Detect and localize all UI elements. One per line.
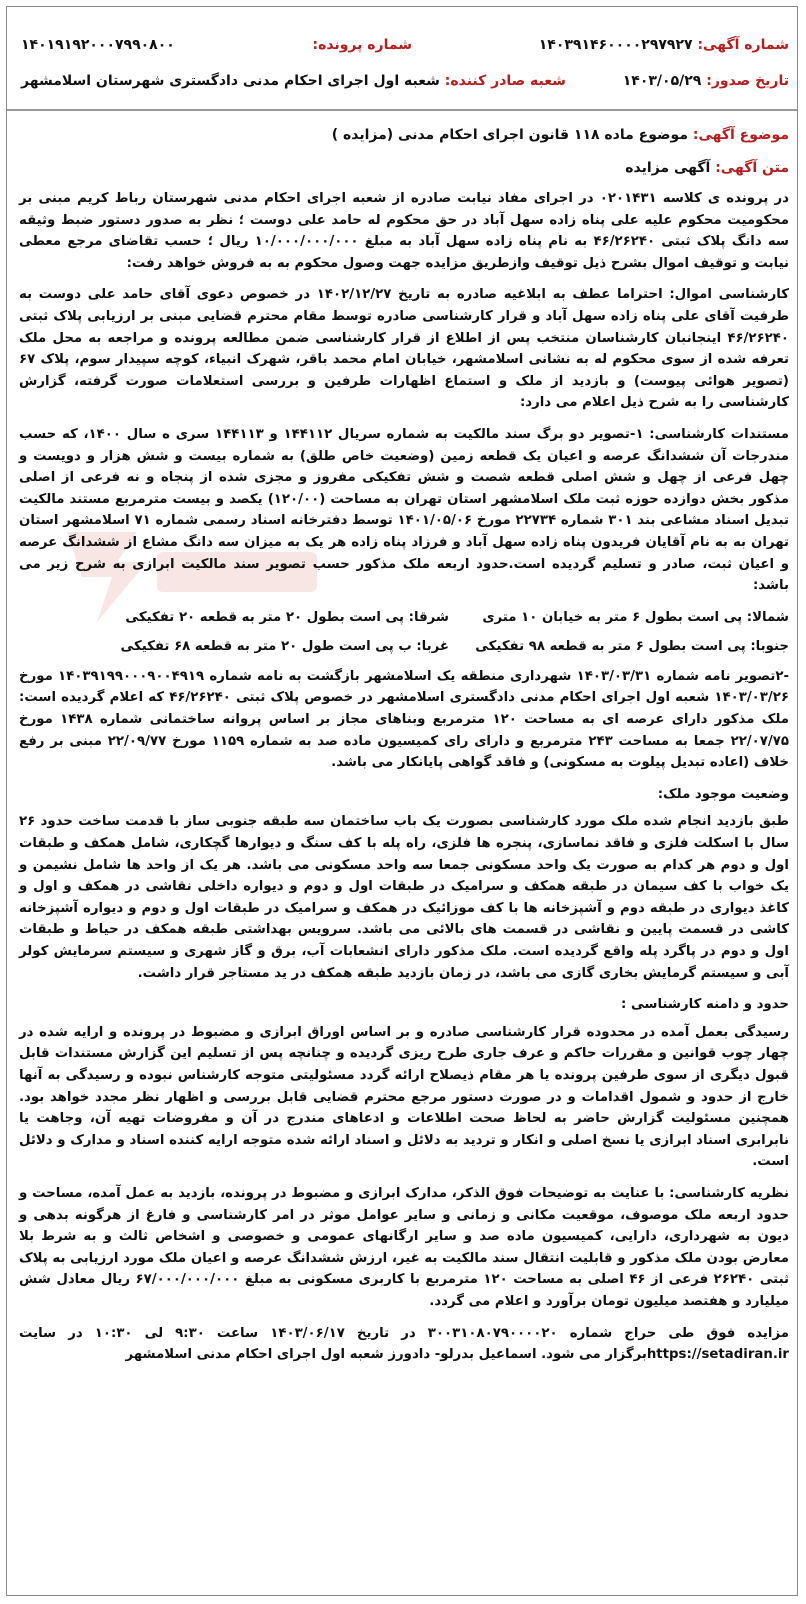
subject-row xyxy=(332,127,789,143)
issuer: شعبه اول اجرای احکام مدنی دادگستری شهرستان اسلامشهر xyxy=(21,73,440,89)
body-title-value: آگهی مزایده xyxy=(625,160,711,176)
case-number-row xyxy=(313,37,412,53)
issuer-row xyxy=(21,73,566,89)
body-title-label: متن آگهی: xyxy=(715,160,789,176)
paragraph-auction-info xyxy=(19,1323,789,1366)
notice-frame xyxy=(6,6,798,1596)
notice-number-label: شماره آگهی: xyxy=(697,37,789,53)
boundary-south: جنوبا: پی است بطول ۶ متر به قطعه ۹۸ تفکیکی xyxy=(475,639,789,655)
case-number: ۱۴۰۱۹۱۹۲۰۰۰۷۹۹۰۸۰۰ xyxy=(21,37,175,53)
notice-body xyxy=(19,188,789,1376)
body-title-row xyxy=(625,160,789,176)
case-number-value-row xyxy=(21,37,175,53)
notice-number: ۱۴۰۳۹۱۴۶۰۰۰۰۲۹۷۹۲۷ xyxy=(538,37,693,53)
subject-value: موضوع ماده ۱۱۸ قانون اجرای احکام مدنی (مزایده ) xyxy=(331,127,688,143)
issuer-label: شعبه صادر کننده: xyxy=(444,73,566,89)
heading-property-status: وضعیت موجود ملک: xyxy=(657,786,789,802)
paragraph-municipality-letter: -۲تصویر نامه شماره ۱۴۰۳/۰۳/۳۱ شهرداری منطقه یک اسلامشهر بازگشت به نامه شماره ۱۴۰۳۹۱۹۹۰۰۰۹۰۰۴۹۱۹ مورخ ۱۴۰۳/۰۳/۲۶ شعبه اول اجرای احکام مدنی دادگستری اسلامشهر در خصوص پلاک ثبتی ۴۶/۲۶۲۴۰ که اعلام گردیده است: ملک مذکور دارای عرصه ای به مساحت ۱۲۰ مترمربع وبناهای مجاز بر اساس پروانه ساختمانی شماره ۱۴۳۸ مورخ ۲۲/۰۷/۷۵ جمعا به مساحت ۲۴۳ مترمربع و دارای رای کمیسیون ماده صد به شماره ۱۱۵۹ مورخ ۲۲/۰۹/۷۷ مبنی بر رفع خلاف (اعاده تبدیل پیلوت به مسکونی) و فاقد گواهی پایانکار می باشد. xyxy=(19,668,790,771)
issue-date: ۱۴۰۳/۰۵/۲۹ xyxy=(622,73,702,89)
paragraph-expert-assets: کارشناسی اموال: احتراما عطف به ابلاغیه صادره به تاریخ ۱۴۰۲/۱۲/۲۷ در خصوص دعوی آقای حامد علی دوست به طرفیت آقای علی پناه زاده سهل آباد و قرار کارشناسی صادره توسط مقام محترم قضایی مبنی بر ارزیابی پلاک ثبتی ۴۶/۲۶۲۴۰ اینجانبان کارشناسان منتخب پس از اطلاع از قرار کارشناسی ضمن مطالعه پرونده و مراجعه به محل ملک تعرفه شده از سوی محکوم له به نشانی اسلامشهر، خیابان امام محمد باقر، شهرک انبیاء، کوچه سپیدار سوم، پلاک ۶۷ (تصویر هوائی پیوست) و بازدید از ملک و استماع اظهارات طرفین و بررسی استعلامات صورت گرفته، گزارش کارشناسی را به شرح ذیل اعلام می دارد: xyxy=(19,287,790,411)
paragraph-expert-scope: رسیدگی بعمل آمده در محدوده قرار کارشناسی صادره و بر اساس اوراق ابرازی و مضبوط در پرونده و ارایه شده در چهار چوب قوانین و مقررات حاکم و عرف جاری طرح ریزی گردیده و چنانچه پس از تسلیم این گزارش مستندات قابل قبول دیگری از سوی طرفین پرونده یا هر مقام ذیصلاح ارائه گردد مسئولیتی متوجه کارشناس نبوده و رسیدگی به آنها خارج از حدود و شمول اقدامات و در صورت دستور مرجع محترم قضایی قابل بررسی و اظهار نظر مجدد خواهد بود. همچنین مسئولیت گزارش حاضر به لحاظ صحت اطلاعات و ادعاهای مندرج در آن و مفروضات تهیه آن، وجاهت یا نابرابری اسناد ابرازی یا نسخ اصلی و انکار و تردید به دلائل و اسناد ارائه شده متوجه ارایه کننده اسناد و مدارک و دلائل است. xyxy=(19,1024,789,1170)
auction-site-link[interactable]: https://setadiran.ir xyxy=(646,1347,789,1363)
boundaries-row-1 xyxy=(19,607,789,629)
auction-info-end: برگزار می شود. اسماعیل بدرلو- دادورز شعبه اول اجرای احکام مدنی اسلامشهر xyxy=(125,1347,647,1363)
case-number-label: شماره پرونده: xyxy=(312,37,412,53)
paragraph-expert-opinion: نظریه کارشناسی: با عنایت به توضیحات فوق الذکر، مدارک ابرازی و مضبوط در پرونده، بازدید به عمل آمده، مساحت و حدود اربعه ملک موصوف، موقعیت مکانی و زمانی و سایر عوامل موثر در امر کارشناسی و فارغ از هرگونه بدهی و دیون به شهرداری، دارایی، کمیسیون ماده صد و سایر ارگانهای عمومی و خصوصی و اشخاص ثالث و به شرط بلا معارض بودن ملک مذکور و قابلیت انتقال سند مالکیت به غیر، ارزش ششدانگ عرصه و اعیان ملک مورد ارزیابی به پلاک ثبتی ۲۶۲۴۰ فرعی از ۴۶ اصلی به مساحت ۱۲۰ مترمربع با کاربری مسکونی به مبلغ ۶۷/۰۰۰/۰۰۰/۰۰۰ ریال معادل شش میلیارد و هفتصد میلیون تومان برآورد و اعلام می گردد. xyxy=(19,1185,789,1309)
issue-date-row xyxy=(623,73,789,89)
auction-info-start: مزایده فوق طی حراج شماره ۳۰۰۳۱۰۸۰۷۹۰۰۰۰۲۰ در تاریخ ۱۴۰۳/۰۶/۱۷ ساعت ۹:۳۰ لی ۱۰:۳۰ در سایت xyxy=(19,1325,789,1341)
paragraph-property-status: طبق بازدید انجام شده ملک مورد کارشناسی بصورت یک باب ساختمان سه طبقه جنوبی ساز با قدمت ساخت حدود ۲۶ سال با اسکلت فلزی و فاقد نماسازی، پنجره ها فلزی، راه پله با کف سنگ و دیوارها گچکاری، شامل همکف و طبقات اول و دوم هر کدام به صورت یک واحد مسکونی جمعا سه واحد مسکونی می باشد. هر یک از واحد ها شامل نشیمن و یک خواب با کف سیمان در طبقه همکف و سرامیک در طبقات اول و دوم و دیواره داخلی نقاشی در همکف و اول و کاغذ دیواری در طبقه دوم و آشپزخانه ها با کف موزائیک در همکف و سرامیک در طبقات اول و دوم و دیواره آشپزخانه کاشی در قسمت پایین و نقاشی در قسمت های بالائی می باشد. سرویس بهداشتی طبقه همکف در حیاط و طبقات اول و دوم در پاگرد پله واقع گردیده است. ملک مذکور دارای انشعابات آب، برق و گاز شهری و سیستم سرمایش کولر آبی و سیستم گرمایش بخاری گازی می باشد، در زمان بازدید طبقه همکف در ید مستاجر قرار داشت. xyxy=(19,814,789,981)
heading-expert-scope: حدود و دامنه کارشناسی : xyxy=(621,997,789,1013)
boundaries-row-2 xyxy=(19,636,789,658)
subject-label: موضوع آگهی: xyxy=(692,127,789,143)
boundary-east: شرقا: پی است بطول ۲۰ متر به قطعه ۲۰ تفکیکی xyxy=(125,609,449,625)
paragraph-intro: در پرونده ی کلاسه ۰۲۰۱۴۳۱ در اجرای مفاد نیابت صادره از شعبه اجرای احکام مدنی شهرستان رباط کریم مبنی بر محکومیت محکوم علیه علی پناه زاده سهل آباد در حق محکوم له حامد علی دوست ؛ نظر به صدور دستور ضبط وثیقه سه دانگ پلاک ثبتی ۴۶/۲۶۲۴۰ به نام پناه زاده سهل آباد به مبلغ ۱۰/۰۰۰/۰۰۰/۰۰۰ ریال ؛ حسب تقاضای مرجع معطی نیابت و توقیف اموال بشرح ذیل توقیف وازطریق مزایده جهت وصول محکوم به به فروش خواهد رفت: xyxy=(19,191,790,271)
boundary-north: شمالا: پی است بطول ۶ متر به خیابان ۱۰ متری xyxy=(482,609,789,625)
issue-date-label: تاریخ صدور: xyxy=(706,73,789,89)
notice-header xyxy=(7,7,797,111)
notice-number-row xyxy=(539,37,789,53)
paragraph-documents: مستندات کارشناسی: ۱-تصویر دو برگ سند مالکیت به شماره سریال ۱۴۴۱۱۲ و ۱۴۴۱۱۳ سری ه سال ۱۴۰۰، که حسب مندرجات آن ششدانگ عرصه و اعیان یک قطعه زمین (وضعیت خاص طلق) به شماره بیست و شش هزار و دویست و چهل فرعی از چهل و شش اصلی قطعه شصت و شش تفکیکی مفروز و مجزی شده از پنجاه و نه فرعی از اصلی مذکور بخش دوازده حوزه ثبت ملک اسلامشهر استان تهران به مساحت (۱۲۰/۰۰) یکصد و بیست مترمربع مستند مالکیت تبدیل اسناد مشاعی بند ۳۰۱ شماره ۲۲۷۳۴ مورخ ۱۴۰۱/۰۵/۰۶ توسط دفترخانه اسناد رسمی شماره ۷۱ اسلامشهر استان تهران به به نام آقایان فریدون پناه زاده سهل آباد و فرزاد پناه زاده هر یک به میزان سه دانگ مشاع از ششدانگ عرصه و اعیان ثبت، صادر و تسلیم گردیده است.حدود اربعه ملک مذکور حسب تصویر سند مالکیت ابرازی به شرح زیر می باشد: xyxy=(19,426,790,594)
boundary-west: غربا: ب پی است طول ۲۰ متر به قطعه ۶۸ تفکیکی xyxy=(120,639,449,655)
